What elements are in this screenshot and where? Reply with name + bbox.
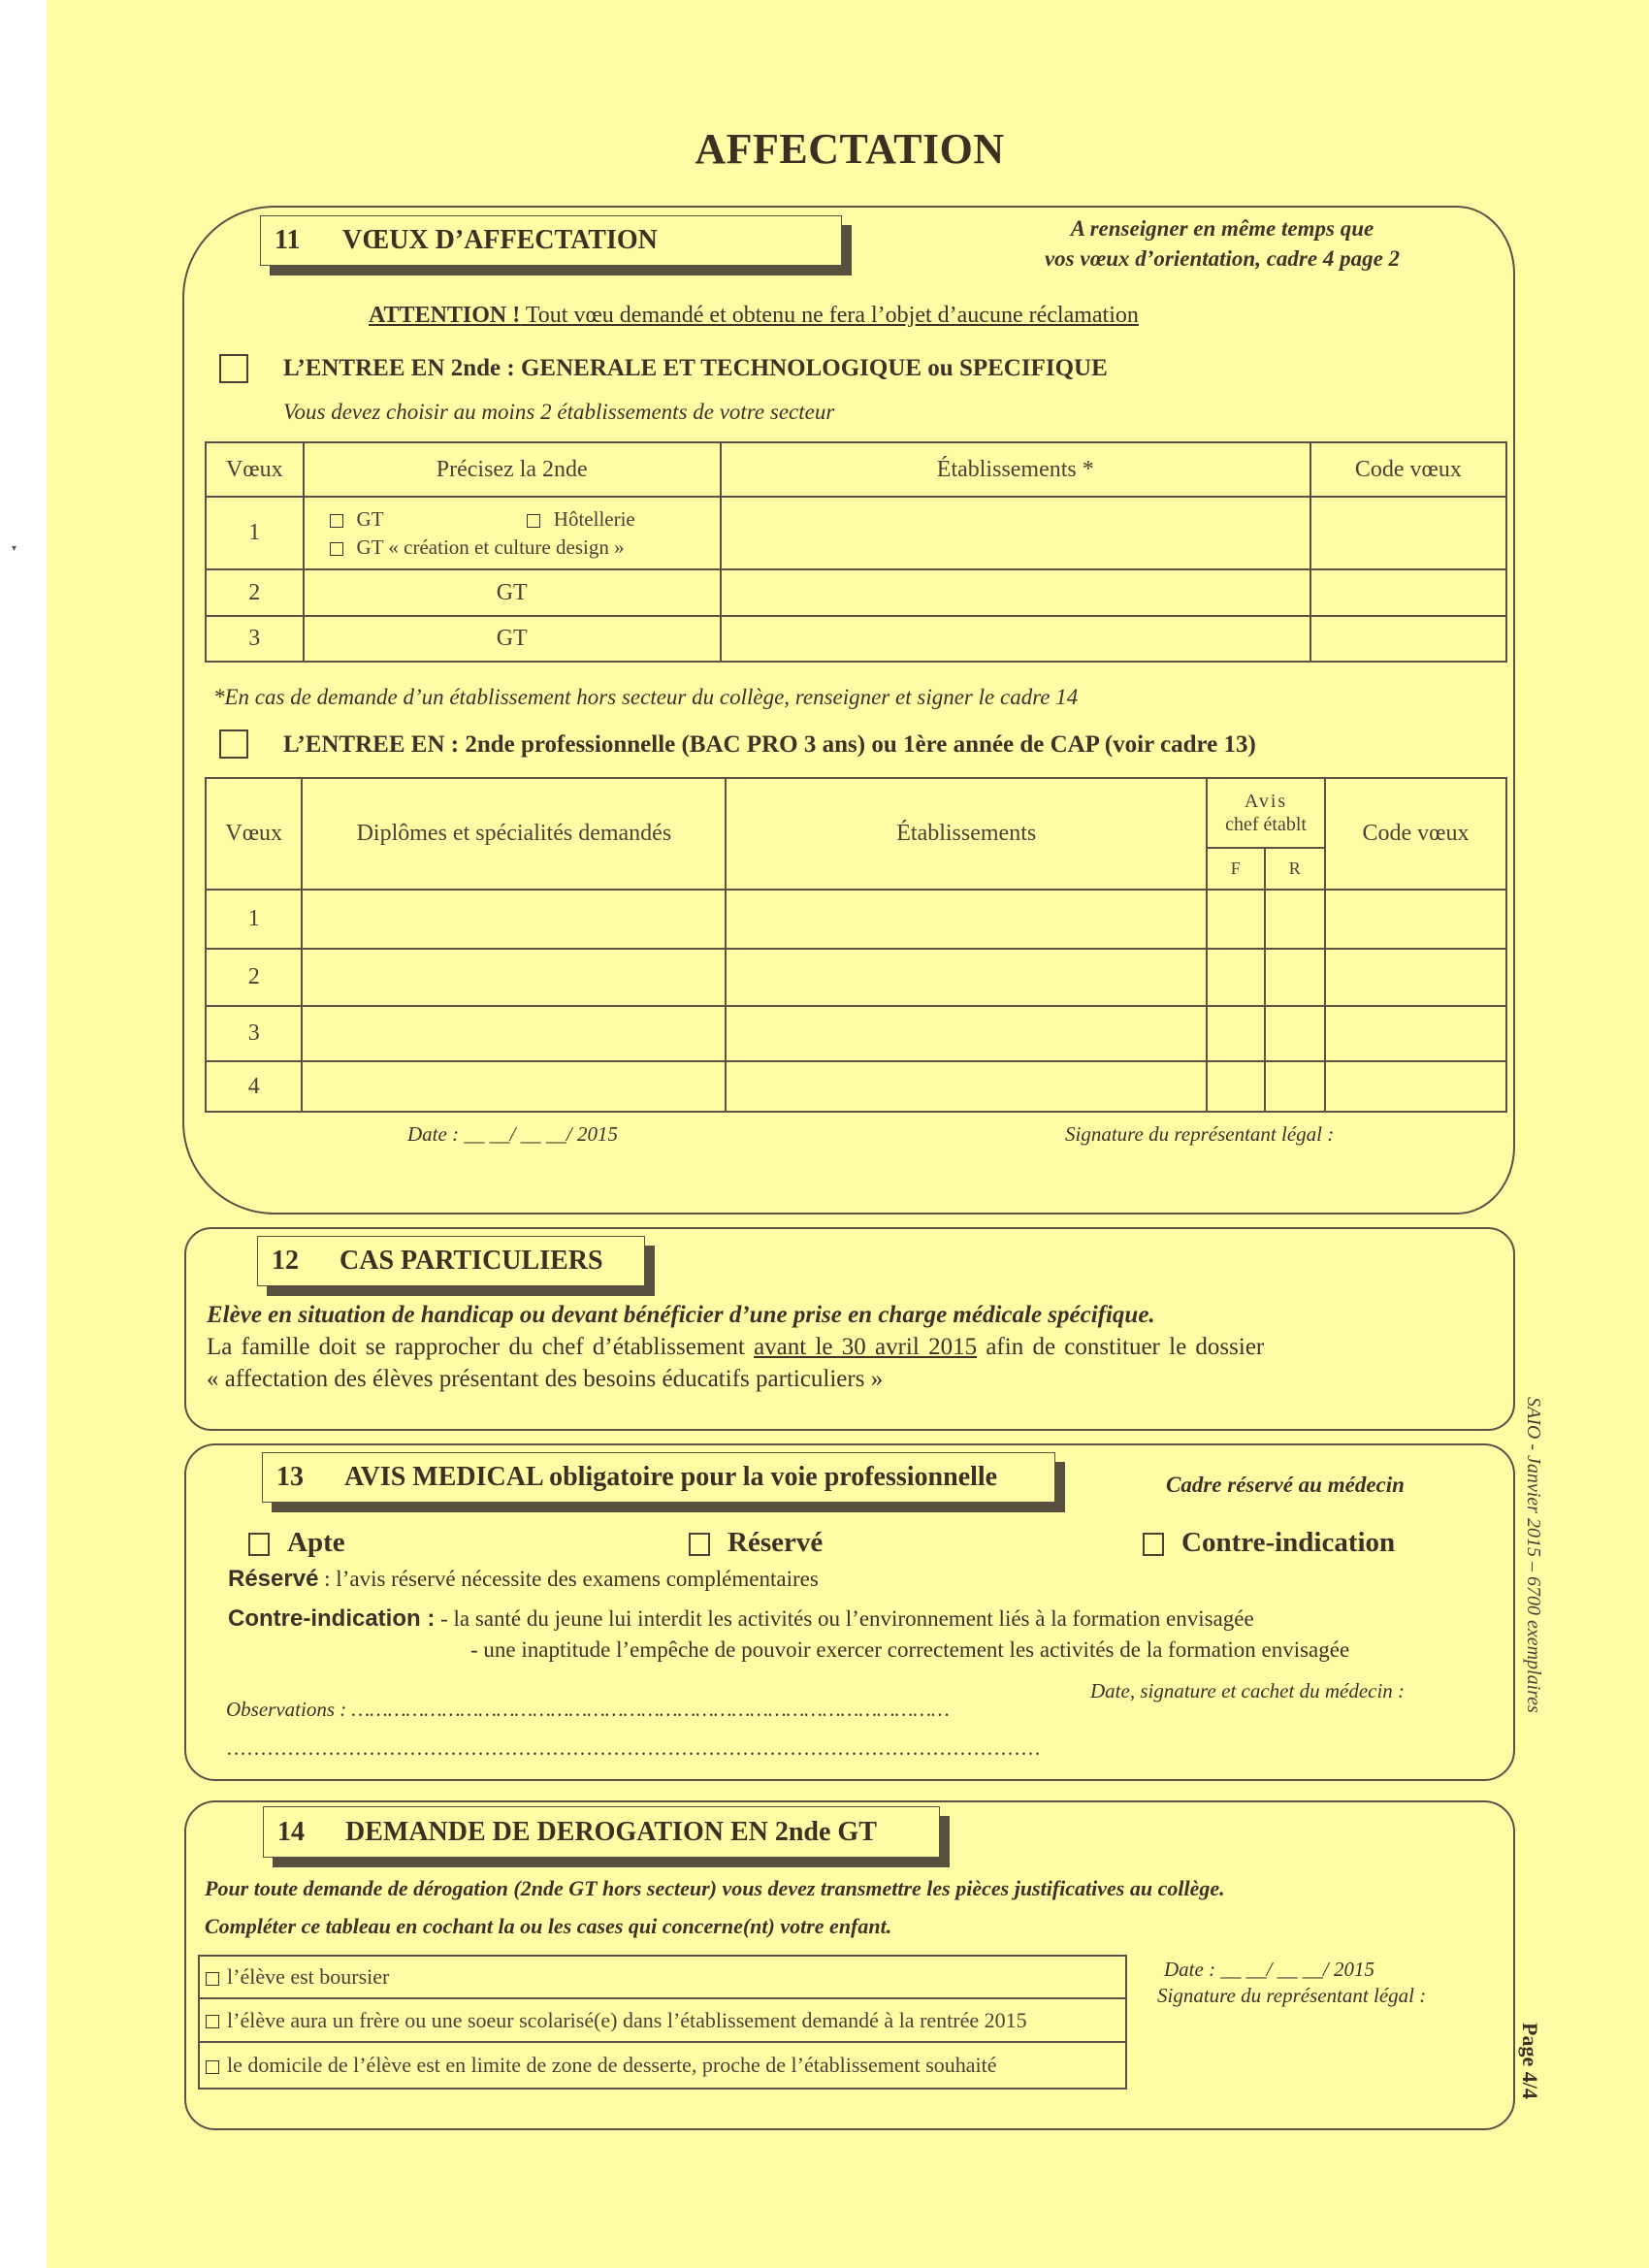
option-apte[interactable] bbox=[248, 1527, 345, 1559]
row-number: 3 bbox=[206, 1006, 302, 1061]
row-number: 2 bbox=[206, 949, 302, 1006]
etablissement-input[interactable] bbox=[721, 616, 1310, 662]
code-voeux-input[interactable] bbox=[1325, 949, 1506, 1006]
diplome-input[interactable] bbox=[302, 949, 726, 1006]
scan-mark: ▾ bbox=[12, 543, 17, 554]
criteria-row[interactable] bbox=[199, 1956, 1126, 1998]
row-number: 2 bbox=[206, 569, 304, 616]
row-type: GT bbox=[304, 569, 721, 616]
observations-field[interactable]: Observations : ……………………………………………………………………………………… bbox=[226, 1698, 950, 1721]
section-title: DEMANDE DE DEROGATION EN 2nde GT bbox=[345, 1816, 877, 1847]
table-row bbox=[206, 616, 1506, 662]
choice-design-label: GT « création et culture design » bbox=[356, 535, 625, 559]
col-header-code: Code vœux bbox=[1325, 778, 1506, 890]
footnote: *En cas de demande d’un établissement hors secteur du collège, renseigner et signer le cadre 14 bbox=[213, 685, 1079, 709]
avis-f-cell[interactable] bbox=[1207, 1061, 1264, 1112]
avis-r-cell[interactable] bbox=[1265, 949, 1325, 1006]
criteria-label: le domicile de l’élève est en limite de zone de desserte, proche de l’établissement souhaité bbox=[227, 2053, 997, 2077]
observations-line-2[interactable]: ………………………………………………………………………………………………………… bbox=[226, 1736, 1041, 1760]
table-gt-wishes bbox=[205, 441, 1507, 663]
table-row bbox=[206, 569, 1506, 616]
etablissement-input[interactable] bbox=[721, 569, 1310, 616]
avis-line-2: chef établt bbox=[1225, 814, 1307, 835]
table-header-row bbox=[206, 442, 1506, 497]
page-title: AFFECTATION bbox=[695, 125, 1005, 173]
col-header-voeux: Vœux bbox=[206, 442, 304, 497]
deadline: avant le 30 avril 2015 bbox=[754, 1334, 978, 1360]
option-pro-label: L’ENTREE EN : 2nde professionnelle (BAC PRO 3 ans) ou 1ère année de CAP (voir cadre 13) bbox=[283, 731, 1256, 758]
table-row bbox=[206, 497, 1506, 569]
contre-indication-checkbox[interactable] bbox=[1143, 1533, 1164, 1556]
derogation-date-field[interactable]: Date : __ __/ __ __/ 2015 bbox=[1164, 1958, 1374, 1981]
table-row bbox=[206, 1006, 1506, 1061]
code-voeux-input[interactable] bbox=[1310, 616, 1506, 662]
diplome-input[interactable] bbox=[302, 1006, 726, 1061]
text-after: afin de constituer le dossier bbox=[977, 1334, 1265, 1360]
col-header-code: Code vœux bbox=[1310, 442, 1506, 497]
section-number: 11 bbox=[275, 225, 301, 255]
section-11-header bbox=[260, 215, 842, 266]
etablissement-input[interactable] bbox=[726, 890, 1207, 949]
criteria-checkbox[interactable] bbox=[206, 2060, 219, 2074]
row-1-choices bbox=[304, 497, 721, 569]
contre-term: Contre-indication : bbox=[228, 1605, 436, 1632]
code-voeux-input[interactable] bbox=[1325, 1006, 1506, 1061]
diplome-input[interactable] bbox=[302, 890, 726, 949]
page-number: Page 4/4 bbox=[1518, 2023, 1542, 2099]
criteria-checkbox[interactable] bbox=[206, 1972, 219, 1986]
attention-text: Tout vœu demandé et obtenu ne fera l’objet d’aucune réclamation bbox=[520, 303, 1139, 328]
section-13-header bbox=[262, 1452, 1055, 1503]
section-11-note bbox=[989, 213, 1455, 274]
derogation-instruction-2: Compléter ce tableau en cochant la ou les cases qui concerne(nt) votre enfant. bbox=[205, 1914, 892, 1938]
section-12-header bbox=[257, 1236, 645, 1286]
etablissement-input[interactable] bbox=[726, 949, 1207, 1006]
criteria-label: l’élève aura un frère ou une soeur scolarisé(e) dans l’établissement demandé à la rentrée 2015 bbox=[227, 2007, 1027, 2032]
col-header-r: R bbox=[1265, 848, 1325, 890]
row-number: 3 bbox=[206, 616, 304, 662]
derogation-signature-label: Signature du représentant légal : bbox=[1157, 1984, 1427, 2007]
signature-label: Signature du représentant légal : bbox=[1065, 1122, 1335, 1146]
checkbox-design[interactable] bbox=[330, 542, 343, 556]
reserve-text: : l’avis réservé nécessite des examens complémentaires bbox=[318, 1567, 819, 1591]
derogation-criteria-table bbox=[198, 1955, 1127, 2090]
checkbox-hotellerie[interactable] bbox=[527, 514, 540, 528]
table-header-row bbox=[206, 778, 1506, 848]
avis-r-cell[interactable] bbox=[1265, 1061, 1325, 1112]
option-gt-checkbox[interactable] bbox=[219, 354, 248, 383]
row-type: GT bbox=[304, 616, 721, 662]
note-line-1: A renseigner en même temps que bbox=[1070, 216, 1374, 241]
text-before: La famille doit se rapprocher du chef d’établissement bbox=[207, 1334, 755, 1360]
etablissement-input[interactable] bbox=[721, 497, 1310, 569]
option-pro-checkbox[interactable] bbox=[219, 729, 248, 759]
reserved-note: Cadre réservé au médecin bbox=[1166, 1473, 1405, 1497]
attention-label: ATTENTION ! bbox=[369, 303, 521, 328]
derogation-instruction-1: Pour toute demande de dérogation (2nde GT hors secteur) vous devez transmettre les pièces justificatives au collège. bbox=[205, 1876, 1225, 1900]
option-reserve[interactable] bbox=[689, 1527, 823, 1559]
contre-line-2: - une inaptitude l’empêche de pouvoir exercer correctement les activités de la formation envisagée bbox=[470, 1637, 1350, 1662]
section-title: CAS PARTICULIERS bbox=[340, 1246, 603, 1276]
attention-notice bbox=[369, 303, 1339, 329]
avis-line-1: Avis bbox=[1244, 791, 1288, 812]
col-header-voeux: Vœux bbox=[206, 778, 302, 890]
table-row bbox=[206, 949, 1506, 1006]
criteria-row[interactable] bbox=[199, 1998, 1126, 2042]
section-12-text-line2: « affectation des élèves présentant des besoins éducatifs particuliers » bbox=[207, 1366, 884, 1392]
contre-line-1: - la santé du jeune lui interdit les activités ou l’environnement liés à la formation envisagée bbox=[435, 1606, 1254, 1631]
code-voeux-input[interactable] bbox=[1310, 497, 1506, 569]
contre-explanation bbox=[228, 1605, 1254, 1633]
row-number: 1 bbox=[206, 890, 302, 949]
section-12-lead: Elève en situation de handicap ou devant bénéficier d’une prise en charge médicale spécifique. bbox=[207, 1302, 1155, 1328]
code-voeux-input[interactable] bbox=[1325, 1061, 1506, 1112]
choice-gt-label: GT bbox=[356, 506, 384, 531]
criteria-checkbox[interactable] bbox=[206, 2015, 219, 2028]
reserve-term: Réservé bbox=[228, 1566, 319, 1592]
col-header-precisez: Précisez la 2nde bbox=[304, 442, 721, 497]
section-number: 12 bbox=[272, 1246, 299, 1276]
col-header-etablissements: Établissements * bbox=[721, 442, 1310, 497]
reserve-checkbox[interactable] bbox=[689, 1533, 710, 1556]
table-row bbox=[206, 890, 1506, 949]
col-header-etablissements: Établissements bbox=[726, 778, 1207, 890]
etablissement-input[interactable] bbox=[726, 1006, 1207, 1061]
choice-hotellerie-label: Hôtellerie bbox=[553, 506, 635, 531]
col-header-diplomes: Diplômes et spécialités demandés bbox=[302, 778, 726, 890]
option-gt-label: L’ENTREE EN 2nde : GENERALE ET TECHNOLOGIQUE ou SPECIFIQUE bbox=[283, 355, 1108, 381]
avis-r-cell[interactable] bbox=[1265, 1006, 1325, 1061]
diplome-input[interactable] bbox=[302, 1061, 726, 1112]
avis-f-cell[interactable] bbox=[1207, 890, 1264, 949]
col-header-avis bbox=[1207, 778, 1325, 848]
contre-indication-label: Contre-indication bbox=[1181, 1527, 1396, 1558]
criteria-row[interactable] bbox=[199, 2042, 1126, 2089]
avis-f-cell[interactable] bbox=[1207, 949, 1264, 1006]
row-number: 4 bbox=[206, 1061, 302, 1112]
option-gt-instruction: Vous devez choisir au moins 2 établissements de votre secteur bbox=[283, 400, 835, 424]
code-voeux-input[interactable] bbox=[1310, 569, 1506, 616]
section-number: 13 bbox=[276, 1462, 304, 1492]
criteria-label: l’élève est boursier bbox=[227, 1964, 390, 1989]
table-row bbox=[206, 1061, 1506, 1112]
checkbox-gt[interactable] bbox=[330, 514, 343, 528]
section-12-text bbox=[207, 1334, 1487, 1361]
note-line-2: vos vœux d’orientation, cadre 4 page 2 bbox=[1044, 246, 1401, 271]
etablissement-input[interactable] bbox=[726, 1061, 1207, 1112]
reserve-label: Réservé bbox=[728, 1527, 824, 1558]
avis-f-cell[interactable] bbox=[1207, 1006, 1264, 1061]
option-contre-indication[interactable] bbox=[1143, 1527, 1395, 1559]
apte-checkbox[interactable] bbox=[248, 1533, 270, 1556]
date-field[interactable]: Date : __ __/ __ __/ 2015 bbox=[407, 1122, 618, 1146]
section-title: VŒUX D’AFFECTATION bbox=[342, 225, 658, 255]
avis-r-cell[interactable] bbox=[1265, 890, 1325, 949]
section-14-header bbox=[263, 1806, 940, 1858]
section-title: AVIS MEDICAL obligatoire pour la voie professionnelle bbox=[344, 1462, 998, 1492]
section-number: 14 bbox=[277, 1816, 305, 1847]
col-header-f: F bbox=[1207, 848, 1264, 890]
doctor-signature-label: Date, signature et cachet du médecin : bbox=[1090, 1679, 1406, 1702]
print-info-note: SAIO - Janvier 2015 – 6700 exemplaires bbox=[1523, 1397, 1544, 1713]
row-number: 1 bbox=[206, 497, 304, 569]
reserve-explanation bbox=[228, 1566, 819, 1593]
code-voeux-input[interactable] bbox=[1325, 890, 1506, 949]
table-pro-wishes bbox=[205, 777, 1507, 1113]
apte-label: Apte bbox=[287, 1527, 345, 1558]
